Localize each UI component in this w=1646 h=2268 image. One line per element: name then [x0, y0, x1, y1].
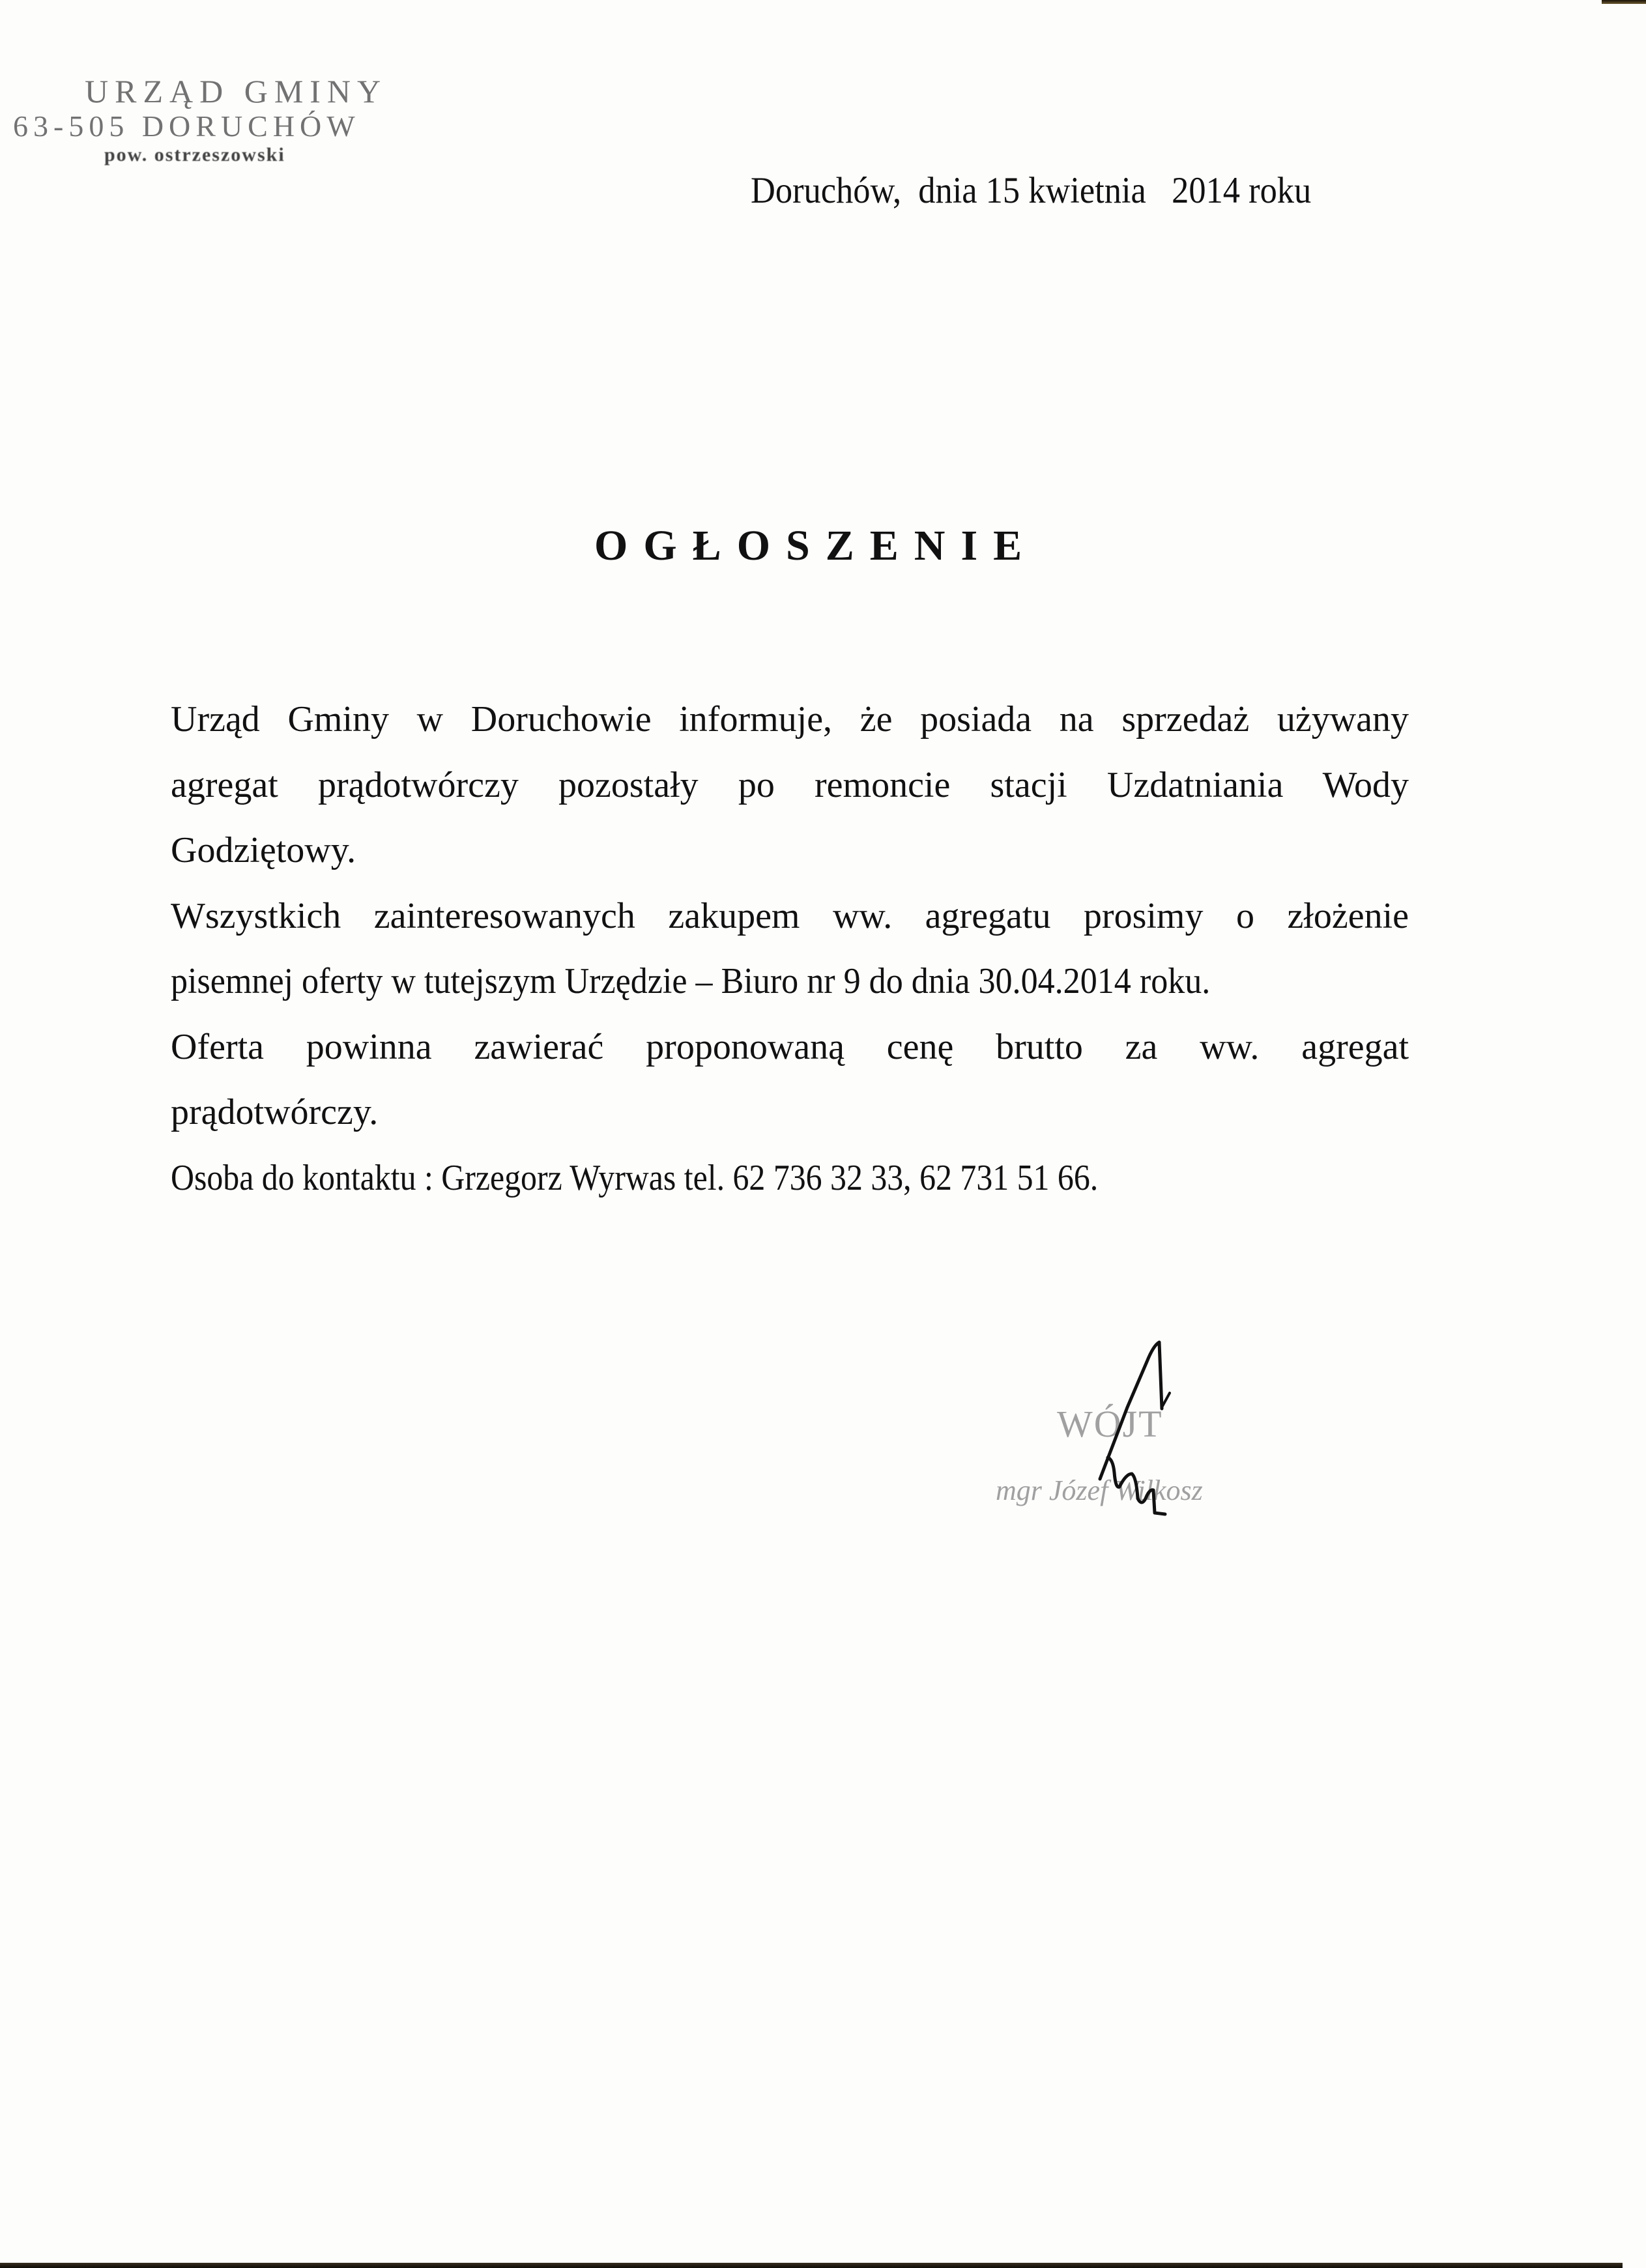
place-and-date: Doruchów, dnia 15 kwietnia 2014 roku: [751, 170, 1312, 211]
body-line: agregat prądotwórczy pozostały po remoncie stacji Uzdatniania Wody: [171, 764, 1409, 805]
stamp-line-county: pow. ostrzeszowski: [104, 144, 285, 165]
body-line: Wszystkich zainteresowanych zakupem ww. agregatu prosimy o złożenie: [171, 895, 1409, 936]
office-stamp: [13, 73, 424, 167]
body-line: Godziętowy.: [171, 830, 356, 870]
stamp-line-office: URZĄD GMINY: [85, 73, 388, 109]
body-line: prądotwórczy.: [171, 1092, 379, 1132]
document-title: OGŁOSZENIE: [594, 522, 1038, 569]
body-line: Osoba do kontaktu : Grzegorz Wyrwas tel. 62 736 32 33, 62 731 51 66.: [171, 1157, 1099, 1198]
stamp-line-address: 63-505 DORUCHÓW: [13, 109, 360, 143]
scan-edge-bottom: [0, 2263, 1623, 2268]
body-line: Oferta powinna zawierać proponowaną cenę brutto za ww. agregat: [171, 1026, 1409, 1067]
body-line: pisemnej oferty w tutejszym Urzędzie – Biuro nr 9 do dnia 30.04.2014 roku.: [171, 961, 1211, 1001]
announcement-body: [171, 687, 1409, 1211]
scan-edge-top: [1602, 0, 1646, 4]
signatory-title-stamp: WÓJT: [1057, 1403, 1163, 1445]
signatory-name-stamp: mgr Józef Wilkosz: [996, 1474, 1203, 1506]
body-line: Urząd Gminy w Doruchowie informuje, że posiada na sprzedaż używany: [171, 699, 1409, 739]
